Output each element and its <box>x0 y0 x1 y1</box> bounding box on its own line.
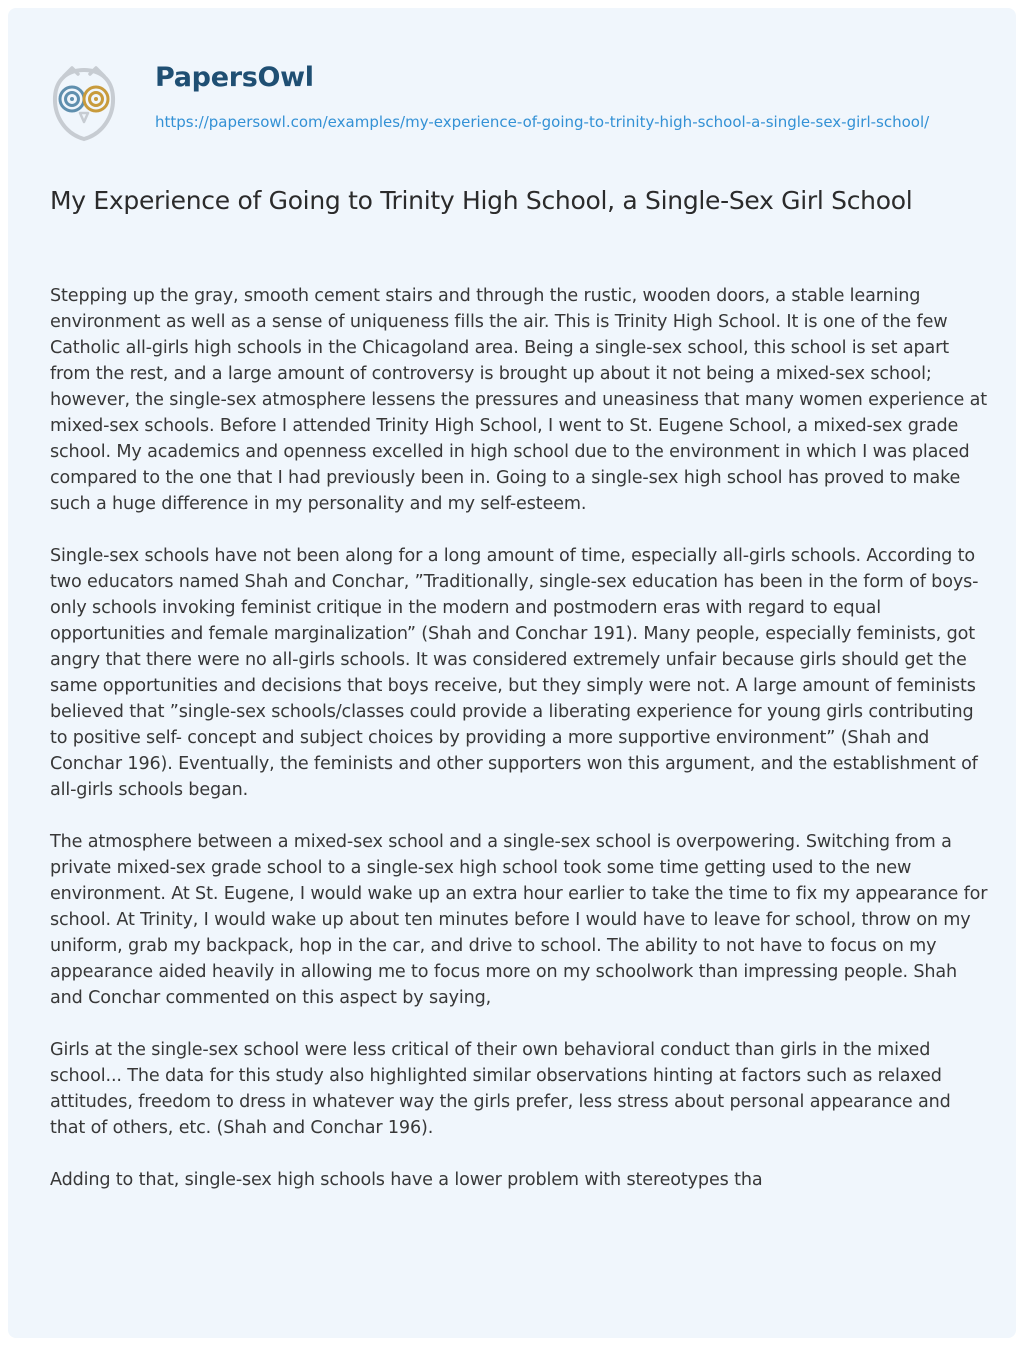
brand-name[interactable]: PapersOwl <box>155 62 314 93</box>
source-url-link[interactable]: https://papersowl.com/examples/my-experience-of-going-to-trinity-high-school-a-single-sex-girl-school/ <box>155 113 930 131</box>
article-body <box>50 283 990 1219</box>
block-quote: Girls at the single-sex school were less critical of their own behavioral conduct than girls in the mixed school... The data for this study also highlighted similar observations hinting at factors such as relaxed attitudes, freedom to dress in whatever way the girls prefer, less stress about personal appearance and that of others, etc. (Shah and Conchar 196). <box>50 1040 951 1138</box>
article-paragraph: Adding to that, single-sex high schools have a lower problem with stereotypes tha <box>50 1170 763 1190</box>
article-title: My Experience of Going to Trinity High School, a Single-Sex Girl School <box>50 186 913 215</box>
article-paragraph: Stepping up the gray, smooth cement stairs and through the rustic, wooden doors, a stable learning environment as well as a sense of uniqueness fills the air. This is Trinity High School. It is one of the few Catholic all-girls high schools in the Chicagoland area. Being a single-sex school, this school is set apart from the rest, and a large amount of controversy is brought up about it not being a mixed-sex school; however, the single-sex atmosphere lessens the pressures and uneasiness that many women experience at mixed-sex schools. Before I attended Trinity High School, I went to St. Eugene School, a mixed-sex grade school. My academics and openness excelled in high school due to the environment in which I was placed compared to the one that I had previously been in. Going to a single-sex high school has proved to make such a huge difference in my personality and my self-esteem. <box>50 286 987 514</box>
article-paragraph: Single-sex schools have not been along for a long amount of time, especially all-girls schools. According to two educators named Shah and Conchar, ”Traditionally, single-sex education has been in the form of boys-only schools invoking feminist critique in the modern and postmodern eras with regard to equal opportunities and female marginalization” (Shah and Conchar 191). Many people, especially feminists, got angry that there were no all-girls schools. It was considered extremely unfair because girls should get the same opportunities and decisions that boys receive, but they simply were not. A large amount of feminists believed that ”single-sex schools/classes could provide a liberating experience for young girls contributing to positive self- concept and subject choices by providing a more supportive environment” (Shah and Conchar 196). Eventually, the feminists and other supporters won this argument, and the establishment of all-girls schools began. <box>50 546 979 800</box>
document-page <box>8 8 1016 1338</box>
owl-logo-icon <box>50 64 118 142</box>
article-paragraph: The atmosphere between a mixed-sex school and a single-sex school is overpowering. Switching from a private mixed-sex grade school to a single-sex high school took some time getting used to the new environment. At St. Eugene, I would wake up an extra hour earlier to take the time to fix my appearance for school. At Trinity, I would wake up about ten minutes before I would have to leave for school, throw on my uniform, grab my backpack, hop in the car, and drive to school. The ability to not have to focus on my appearance aided heavily in allowing me to focus more on my schoolwork than impressing people. Shah and Conchar commented on this aspect by saying, <box>50 832 988 1008</box>
